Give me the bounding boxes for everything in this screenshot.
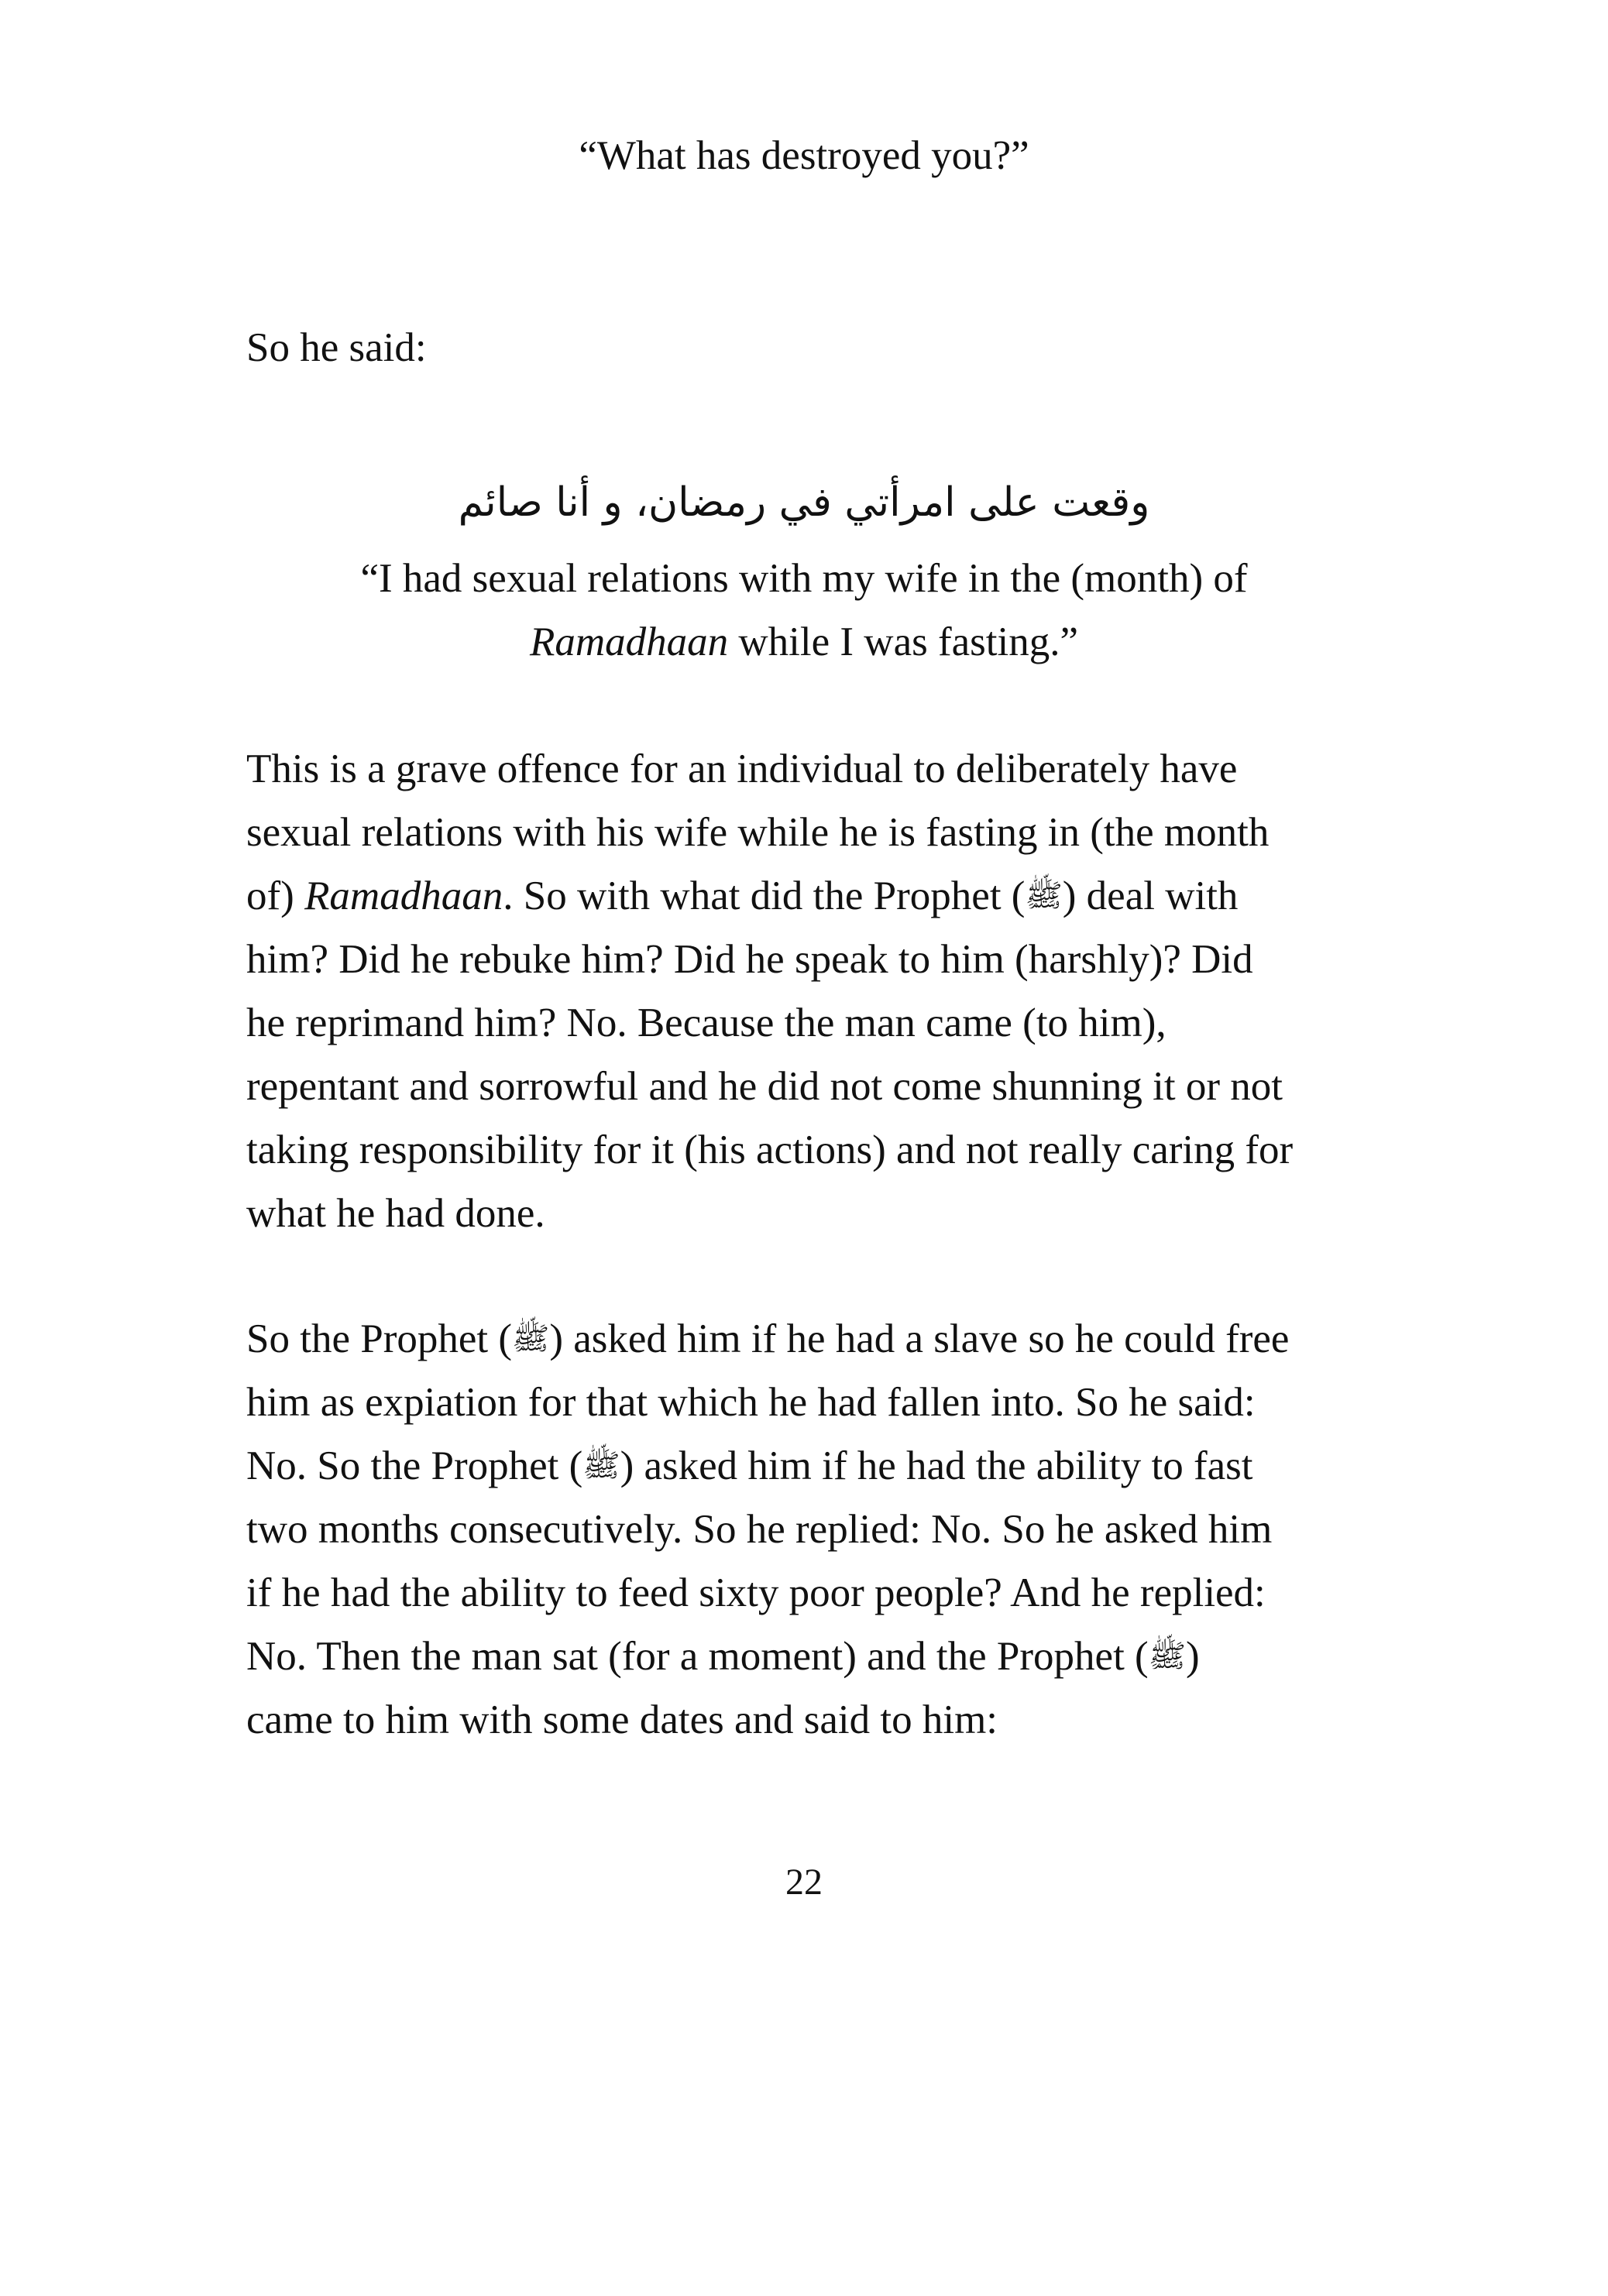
salawat-symbol: ﷺ: [582, 1448, 620, 1484]
paragraph-2-line: if he had the ability to feed sixty poor people? And he replied:: [246, 1570, 1266, 1615]
text-fragment: . So with what did the Prophet (: [503, 873, 1026, 918]
salawat-symbol: ﷺ: [1025, 878, 1063, 914]
translation-line-1: “I had sexual relations with my wife in the (month) of: [360, 556, 1248, 601]
text-fragment: of): [246, 873, 305, 918]
text-fragment: ) deal with: [1062, 873, 1239, 918]
page-number-text: 22: [785, 1862, 823, 1903]
text-fragment: ): [1186, 1634, 1200, 1679]
paragraph-2-line: [246, 1625, 1354, 1688]
paragraph-1-line: sexual relations with his wife while he is fasting in (the month: [246, 810, 1270, 855]
paragraph-2: [246, 1307, 1354, 1752]
text-fragment: No. Then the man sat (for a moment) and the Prophet (: [246, 1634, 1149, 1679]
text-fragment: ) asked him if he had a slave so he could free: [549, 1316, 1290, 1361]
paragraph-1-line: repentant and sorrowful and he did not come shunning it or not: [246, 1064, 1283, 1109]
paragraph-1-line: what he had done.: [246, 1191, 545, 1236]
arabic-text: وقعت على امرأتي في رمضان، و أنا صائم: [458, 479, 1150, 526]
translation-block: [0, 547, 1608, 674]
paragraph-1: [246, 737, 1354, 1245]
paragraph-1-line: This is a grave offence for an individual to deliberately have: [246, 746, 1238, 791]
paragraph-2-line: [246, 1434, 1354, 1498]
paragraph-2-line: him as expiation for that which he had fallen into. So he said:: [246, 1380, 1256, 1425]
translation-line-2-rest: while I was fasting.”: [728, 619, 1078, 664]
paragraph-1-line: him? Did he rebuke him? Did he speak to him (harshly)? Did: [246, 937, 1253, 982]
paragraph-2-line: came to him with some dates and said to him:: [246, 1697, 998, 1742]
paragraph-2-line: [246, 1307, 1354, 1371]
salawat-symbol: ﷺ: [512, 1321, 550, 1357]
text-fragment: ) asked him if he had the ability to fast: [620, 1443, 1253, 1488]
salawat-symbol: ﷺ: [1148, 1639, 1187, 1674]
so-he-said-text: So he said:: [246, 325, 427, 370]
paragraph-1-line: [246, 864, 1354, 928]
text-fragment: So the Prophet (: [246, 1316, 512, 1361]
text-fragment: No. So the Prophet (: [246, 1443, 583, 1488]
page-number: [0, 1851, 1608, 1914]
quote-title-text: “What has destroyed you?”: [579, 133, 1029, 178]
translation-line-2: [0, 610, 1608, 674]
arabic-hadith-text: [0, 471, 1608, 534]
paragraph-2-line: two months consecutively. So he replied: No. So he asked him: [246, 1507, 1273, 1552]
quote-title: [0, 124, 1608, 187]
paragraph-1-line: he reprimand him? No. Because the man came (to him),: [246, 1000, 1166, 1045]
ramadhaan-italic: Ramadhaan: [529, 619, 729, 664]
so-he-said-line: [246, 316, 1354, 379]
paragraph-1-line: taking responsibility for it (his actions) and not really caring for: [246, 1127, 1294, 1172]
ramadhaan-italic: Ramadhaan: [304, 873, 503, 918]
